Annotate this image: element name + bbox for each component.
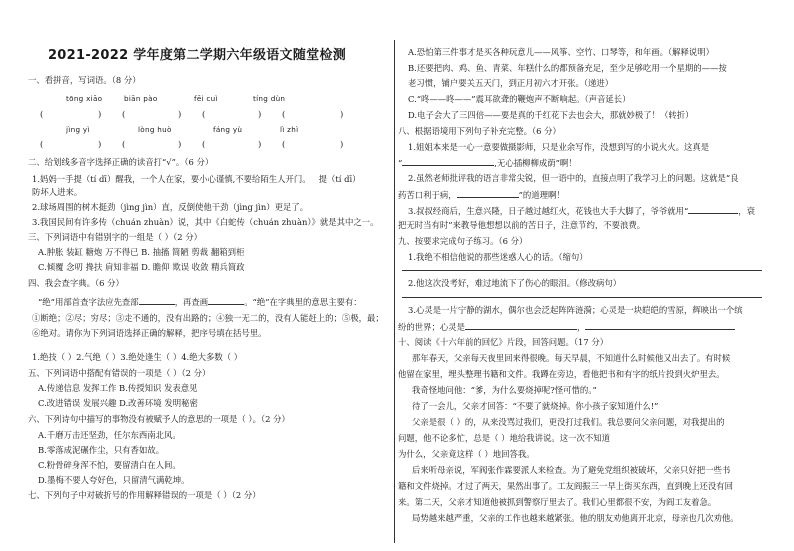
answer-paren[interactable]: ( xyxy=(282,109,286,119)
section-1-heading: 一、看拼音，写词语。（8 分） xyxy=(28,75,141,85)
question-part: 药苦口利于病， xyxy=(398,190,457,200)
answer-blank[interactable] xyxy=(208,296,244,305)
answer-paren[interactable]: ) xyxy=(258,109,262,119)
question-text: ①断绝；②尽；穷尽；③走不通的，没有出路的；④独一无二的，没有人能赶上的；⑤极，最；⑥绝对。请你为下列词语选择正确的解释，把序号填在括号里。 xyxy=(32,313,384,338)
option-row: C.“咚——咚——”震耳欲聋的鞭炮声不断响起。（声音延长） xyxy=(408,94,631,104)
answer-paren[interactable]: ) xyxy=(340,139,344,149)
question-part: “绝”用部首查字法应先查部 xyxy=(38,297,139,307)
passage-line: 为什么，父亲竟这样（ ）地回答我。 xyxy=(398,449,535,459)
question-text: 1.我绝不相信他说的那些迷惑人心的话。（缩句） xyxy=(408,252,588,262)
answer-paren[interactable]: ) xyxy=(178,139,182,149)
answer-paren[interactable]: ) xyxy=(340,109,344,119)
answer-paren[interactable]: ( xyxy=(40,109,44,119)
section-2-heading: 二、给划线多音字选择正确的读音打“√”。（6 分） xyxy=(28,157,214,167)
pinyin: jìng yì xyxy=(66,125,90,134)
question-part: 纷的世界；心灵是 xyxy=(398,322,465,332)
passage-line: 他留在家里，埋头整理书籍和文件。我蹲在旁边，看他把书和有字的纸片投到火炉里去。 xyxy=(398,369,725,379)
option-row: A.恐怕第三件事才是买各种玩意儿——风筝、空竹、口琴等，和年画。（解释说明） xyxy=(408,47,715,57)
passage-line: 待了一会儿，父亲才回答：“不要了就烧掉。你小孩子家知道什么!” xyxy=(412,401,659,411)
right-column xyxy=(398,0,776,551)
question-part: 3.我国民间有许多传（chuán zhuàn）说，其中《白蛇传（chuán zhuàn）》 xyxy=(32,217,320,227)
section-9-heading: 九、按要求完成句子练习。（6 分） xyxy=(398,236,528,246)
question-text xyxy=(398,321,735,333)
option-row: A.传递信息 发挥工作 B.传授知识 发表意见 xyxy=(38,383,198,393)
section-6-heading: 六、下列诗句中描写的事物没有被赋予人的意思的一项是（ ）。（2 分） xyxy=(28,414,290,424)
section-5-heading: 五、下列词语中搭配有错误的一项是（ ）（2 分） xyxy=(28,368,211,378)
question-text: 1.绝技（ ）2.气绝（ ）3.绝处逢生（ ）4.绝大多数（ ） xyxy=(32,352,243,362)
left-column xyxy=(28,0,390,551)
question-text: 防坏人进来。 xyxy=(32,187,83,197)
pinyin: lì zhì xyxy=(280,125,299,134)
question-part: “ xyxy=(398,158,403,168)
pinyin: tōng xiāo xyxy=(66,94,103,103)
option-row: C.粉骨碎身浑不怕，要留清白在人间。 xyxy=(38,460,181,470)
passage-line: 父亲是很（ ）的，从来没骂过我们，更没打过我们。我总要问父亲问题，对我提出的 xyxy=(412,417,725,427)
answer-line[interactable] xyxy=(402,297,762,298)
column-divider xyxy=(394,40,395,543)
section-7-heading: 七、下列句子中对破折号的作用解释错误的一项是（ ）（2 分） xyxy=(28,490,261,500)
question-text xyxy=(32,174,361,185)
option-row: C.改进错误 发展兴趣 D.改善环境 发明秘密 xyxy=(38,398,198,408)
question-text xyxy=(398,157,577,169)
question-part: 3.叔叔经商后，生意兴隆，日子越过越红火，花钱也大手大脚了，爷爷就用“ xyxy=(408,206,689,216)
question-part: ,无心插柳柳成荫”啊！ xyxy=(494,158,577,168)
passage-line: 我奇怪地问他：“爹，为什么要烧掉呢?怪可惜的。” xyxy=(412,385,597,395)
answer-blank-text: 提（tí dī） xyxy=(318,174,361,184)
answer-blank[interactable] xyxy=(585,321,735,330)
section-10-heading: 十、阅读《十六年前的回忆》片段，回答问题。（17 分） xyxy=(398,337,609,347)
section-4-heading: 四、我会查字典。（6 分） xyxy=(28,278,124,288)
pinyin: tíng dùn xyxy=(253,94,286,103)
question-text: 2.虽然老师批评我的语言非常尖锐，但一语中的，直接点明了我学习上的问题。这就是“良 xyxy=(408,173,739,183)
answer-paren[interactable]: ( xyxy=(122,139,126,149)
option-row: A.千磨万击还坚劲，任尔东西南北风。 xyxy=(38,430,181,440)
question-text xyxy=(32,217,379,228)
answer-blank[interactable] xyxy=(139,296,175,305)
page-title: 2021-2022 学年度第二学期六年级语文随堂检测 xyxy=(47,48,347,63)
question-part: ，再查画 xyxy=(174,297,209,307)
answer-blank[interactable] xyxy=(688,205,738,214)
pinyin: biān pào xyxy=(124,94,158,103)
option-row: D.电子会大了三四倍——要是真的千红花下去也会大，那就妙极了！（转折） xyxy=(408,110,694,120)
option-row: D.墨梅不要人夸好色，只留清气满乾坤。 xyxy=(38,475,190,485)
question-text xyxy=(398,189,565,201)
option-row: B.还要把肉、鸡、鱼、青菜、年糕什么的都预备充足，至少足够吃用一个星期的——按 xyxy=(408,63,727,73)
question-part: ， xyxy=(577,322,586,332)
answer-paren[interactable]: ) xyxy=(258,139,262,149)
question-text: 2.他这次没考好，难过地流下了伤心的眼泪。（修改病句） xyxy=(408,278,622,288)
answer-blank[interactable] xyxy=(402,157,494,166)
answer-paren[interactable]: ( xyxy=(40,139,44,149)
question-part: 就是其中之一。 xyxy=(319,217,379,227)
question-text: 2.球场周围的树木挺劲（jìng jìn）直，反倒使他干劲（jìng jìn）更足了。 xyxy=(32,202,309,212)
section-3-heading: 三、下列词语中有错别字的一组是（ ）（2 分） xyxy=(28,232,202,242)
pinyin: fēi cuì xyxy=(194,94,218,103)
answer-paren[interactable]: ( xyxy=(282,139,286,149)
answer-paren[interactable]: ) xyxy=(178,109,182,119)
pinyin: lòng huò xyxy=(138,125,172,134)
answer-paren[interactable]: ( xyxy=(122,109,126,119)
option-row: A.肿胀 装缸 糖炮 万不得已 B. 抽搐 简陋 剪裁 翻箱到柜 xyxy=(38,247,245,257)
question-part: 1.妈妈一手提（tí dī）醒我，一个人在家，要小心谨慎,不要给陌生人开门。 xyxy=(32,174,311,184)
option-row: C.倾覆 念叨 搀扶 肩知非福 D. 瞻仰 欺误 收敛 精兵简政 xyxy=(38,262,245,272)
question-part: 。“绝”在字典里的意思主要有： xyxy=(244,297,362,307)
question-text xyxy=(408,205,755,217)
pinyin: fáng yù xyxy=(213,125,243,134)
option-row: B.零落成泥碾作尘，只有香如故。 xyxy=(38,445,165,455)
passage-line: 局势越来越严重，父亲的工作也越来越紧张。他的朋友劝他离开北京，母亲也几次劝他。 xyxy=(412,513,739,523)
section-8-heading: 八、根据语境用下列句子补充完整。（6 分） xyxy=(398,126,561,136)
question-text: 把无时当有时”来教导他想想以前的苦日子，注意节约，不要浪费。 xyxy=(398,220,646,230)
question-text xyxy=(38,296,362,308)
question-text: 1.姐姐本来是一心一意要做摄影师，只是业余写作，没想到写的小说火火。这真是 xyxy=(408,142,710,152)
passage-line: 后来听母亲说，军阀张作霖要派人来检查。为了避免党组织被破坏，父亲只好把一些书 xyxy=(412,465,731,475)
answer-blank[interactable] xyxy=(457,189,519,198)
passage-line: 来。第二天，父亲才知道他被抓到警察厅里去了。我们心里都很不安，为阎工友着急。 xyxy=(398,497,717,507)
question-text: 3.心灵是一片宁静的湖水，偶尔也会泛起阵阵涟漪；心灵是一块皑皑的雪原，辉映出一个缤 xyxy=(408,305,743,315)
answer-paren[interactable]: ) xyxy=(98,139,102,149)
answer-paren[interactable]: ) xyxy=(98,109,102,119)
passage-line: 那年春天，父亲每天夜里回来得很晚。每天早晨，不知道什么时候他又出去了。有时候 xyxy=(412,353,731,363)
answer-blank[interactable] xyxy=(465,321,577,330)
answer-paren[interactable]: ( xyxy=(202,109,206,119)
passage-line: 籍和文件烧掉。才过了两天，果然出事了。工友阎振三一早上街买东西，直到晚上还没有回 xyxy=(398,481,733,491)
option-row: 老习惯，铺户要关五天门，到正月初六才开张。（递进） xyxy=(408,78,614,88)
answer-paren[interactable]: ( xyxy=(202,139,206,149)
passage-line: 问题，他不论多忙，总是（ ）地给我讲说。这一次不知道 xyxy=(398,433,611,443)
question-part: ，衰 xyxy=(738,206,756,216)
answer-line[interactable] xyxy=(402,270,762,271)
question-part: ”的道理啊！ xyxy=(518,190,565,200)
